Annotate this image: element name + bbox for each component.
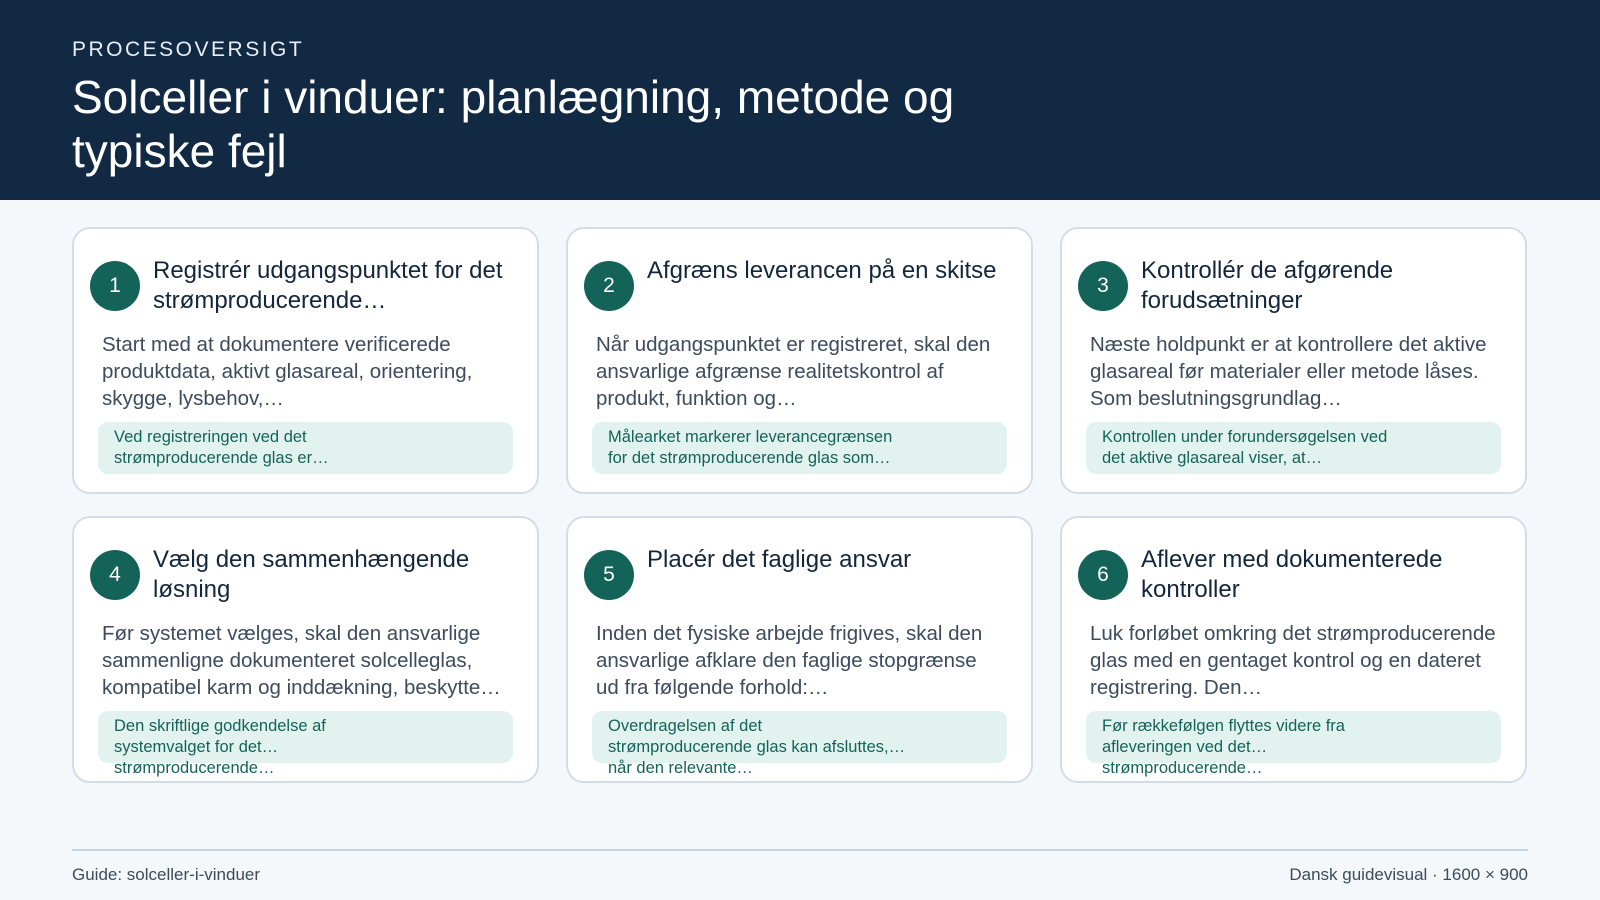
footer-divider [72,849,1528,851]
step-note [1086,711,1501,777]
step-card-5 [566,516,1033,783]
steps-grid [72,227,1528,783]
step-title: Vælg den sammenhængende løsning [153,546,470,603]
step-number-badge: 4 [90,550,140,600]
step-title: Kontrollér de afgørende forudsætninger [1141,257,1394,314]
header-banner [0,0,1600,200]
step-title: Aflever med dokumenterede kontroller [1141,546,1443,603]
step-header [584,534,1015,608]
step-card-4 [72,516,539,783]
step-note-text: Den skriftlige godkendelse af systemvalget for det strømproducerende… [114,717,326,777]
step-number-badge: 3 [1078,261,1128,311]
step-number-badge: 5 [584,550,634,600]
step-note [98,711,513,777]
step-number-badge: 1 [90,261,140,311]
step-note [98,422,513,474]
footer-meta-label: Dansk guidevisual · 1600 × 900 [1289,865,1528,884]
step-number-badge: 2 [584,261,634,311]
step-title: Placér det faglige ansvar [647,546,912,573]
step-description: Næste holdpunkt er at kontrollere det aktive glasareal før materialer eller metode låses. Som beslutningsgrundlag… [1090,333,1487,410]
step-header [584,245,1015,319]
step-note [592,711,1007,777]
step-description: Når udgangspunktet er registreret, skal den ansvarlige afgrænse realitetskontrol af produkt, funktion og… [596,333,991,410]
step-description: Luk forløbet omkring det strømproducerende glas med en gentaget kontrol og en dateret registrering. Den… [1090,622,1496,699]
step-note-text: Kontrollen under forundersøgelsen ved det aktive glasareal viser, at… [1102,428,1388,467]
step-header [90,245,521,319]
step-card-1 [72,227,539,494]
step-header [1078,534,1509,608]
eyebrow-label: PROCESOVERSIGT [72,38,305,61]
step-note-text: Målearket markerer leverancegrænsen for det strømproducerende glas som… [608,428,893,467]
page-title: Solceller i vinduer: planlægning, metode og typiske fejl [72,71,955,177]
step-description: Inden det fysiske arbejde frigives, skal den ansvarlige afklare den faglige stopgrænse ud fra følgende forhold:… [596,622,983,699]
step-title: Afgræns leverancen på en skitse [647,257,997,284]
step-header [1078,245,1509,319]
step-note [1086,422,1501,474]
step-note-text: Ved registreringen ved det strømproducerende glas er… [114,428,329,467]
step-number-badge: 6 [1078,550,1128,600]
footer-guide-label: Guide: solceller-i-vinduer [72,865,261,884]
step-card-2 [566,227,1033,494]
step-description: Før systemet vælges, skal den ansvarlige sammenligne dokumenteret solcelleglas, kompatibel karm og inddækning, beskytte… [102,622,501,699]
step-note [592,422,1007,474]
step-title: Registrér udgangspunktet for det strømproducerende… [153,257,503,314]
step-note-text: Før rækkefølgen flyttes videre fra afleveringen ved det strømproducerende… [1102,717,1345,777]
step-description: Start med at dokumentere verificerede produktdata, aktivt glasareal, orientering, skygge, lysbehov,… [102,333,473,410]
step-header [90,534,521,608]
step-note-text: Overdragelsen af det strømproducerende glas kan afsluttes, når den relevante… [608,717,889,777]
step-card-6 [1060,516,1527,783]
step-card-3 [1060,227,1527,494]
